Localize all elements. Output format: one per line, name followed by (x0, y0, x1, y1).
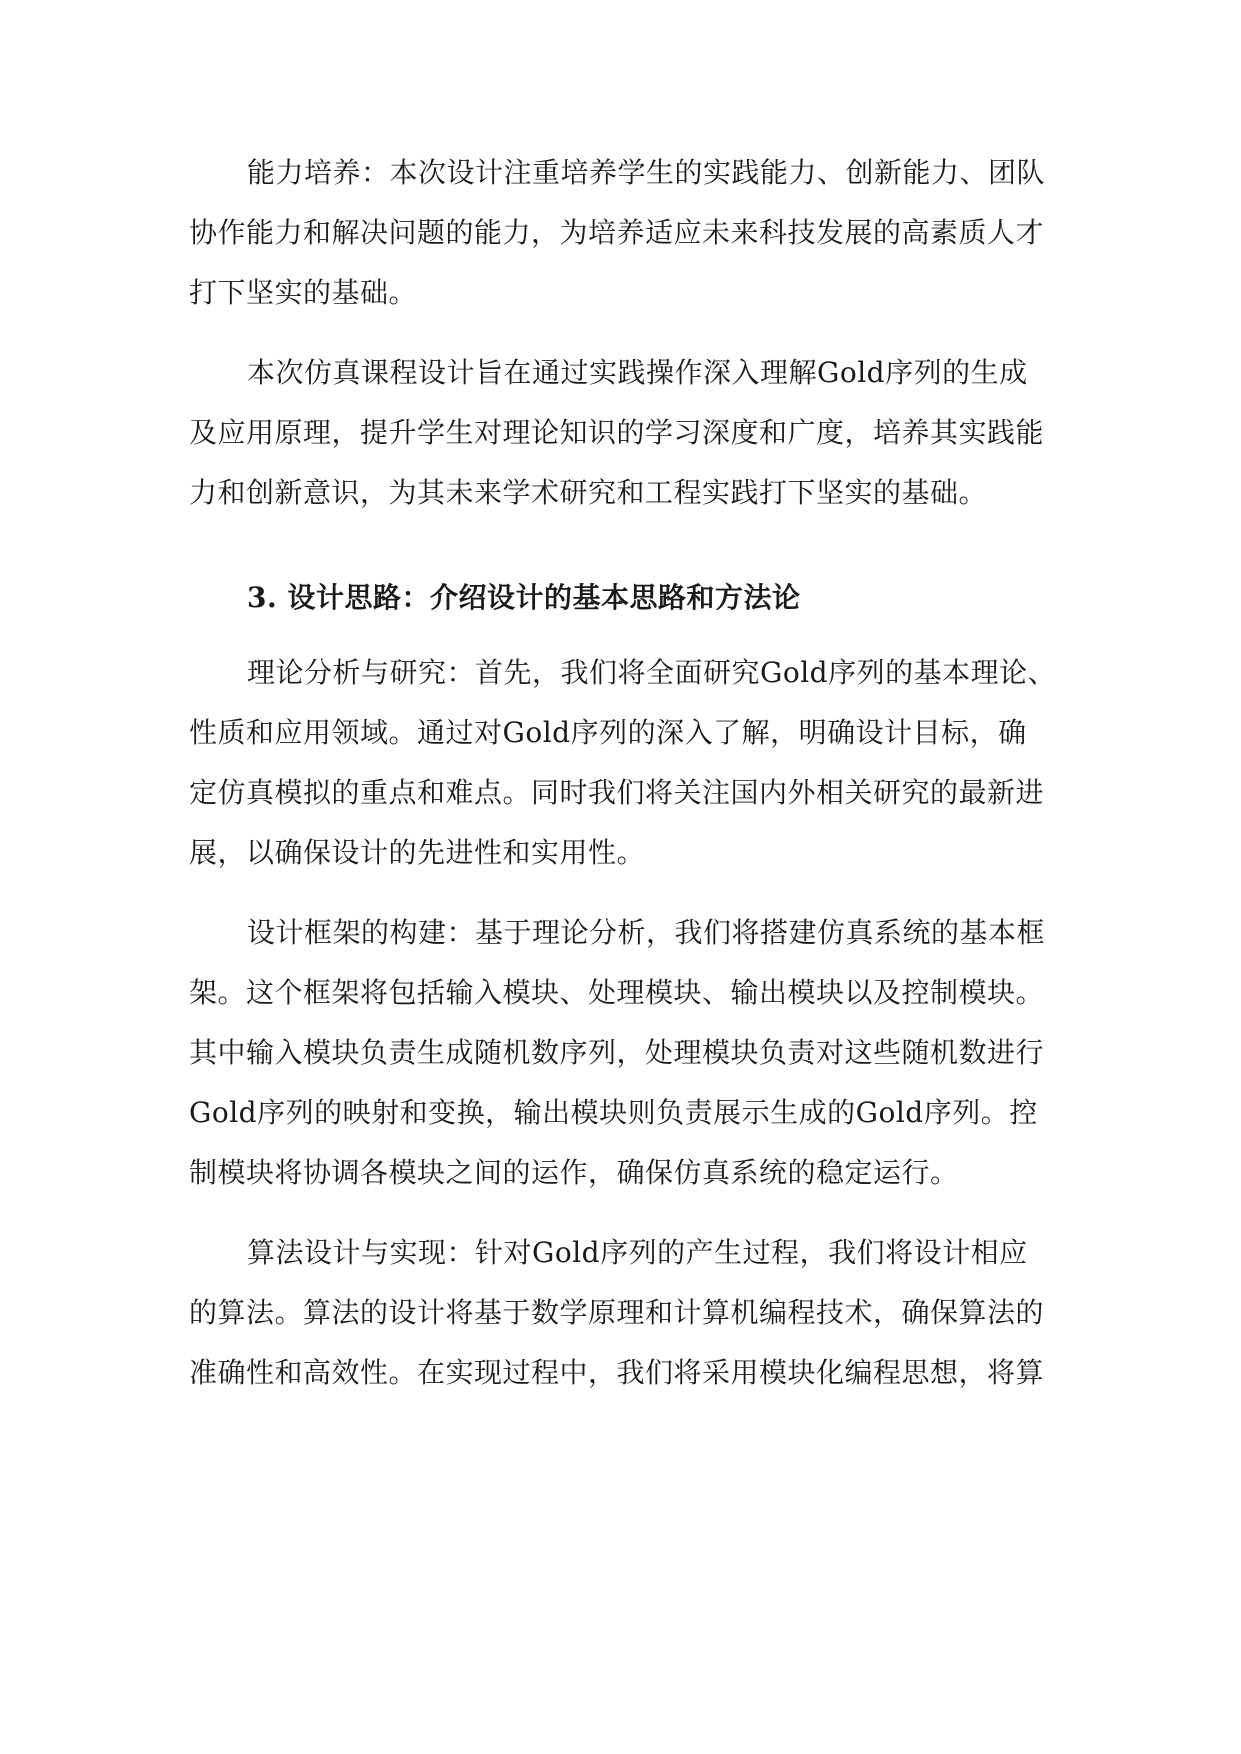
paragraph-line: 及应用原理，提升学生对理论知识的学习深度和广度，培养其实践能 (189, 416, 1045, 449)
paragraph-theory-analysis (189, 643, 1059, 883)
paragraph-gap (189, 628, 1059, 643)
paragraph-framework-construction (189, 903, 1059, 1203)
paragraph-gap (189, 1203, 1059, 1223)
paragraph-gap (189, 883, 1059, 903)
paragraph-line: 打下坚实的基础。 (189, 276, 418, 309)
paragraph-line: 定仿真模拟的重点和难点。同时我们将关注国内外相关研究的最新进 (189, 776, 1045, 809)
paragraph-line: 展，以确保设计的先进性和实用性。 (189, 836, 646, 869)
paragraph-line: 架。这个框架将包括输入模块、处理模块、输出模块以及控制模块。 (189, 976, 1045, 1009)
document-body (189, 143, 1059, 1403)
section-heading: 3. 设计思路：介绍设计的基本思路和方法论 (247, 581, 801, 614)
paragraph-ability-cultivation (189, 143, 1059, 323)
paragraph-line: 设计框架的构建：基于理论分析，我们将搭建仿真系统的基本框 (247, 916, 1046, 949)
paragraph-course-purpose (189, 343, 1059, 523)
paragraph-line: Gold序列的映射和变换，输出模块则负责展示生成的Gold序列。控 (189, 1096, 1038, 1129)
paragraph-line: 理论分析与研究：首先，我们将全面研究Gold序列的基本理论、 (247, 656, 1057, 689)
paragraph-line: 算法设计与实现：针对Gold序列的产生过程，我们将设计相应 (247, 1236, 1028, 1269)
paragraph-gap (189, 323, 1059, 343)
paragraph-line: 准确性和高效性。在实现过程中，我们将采用模块化编程思想，将算 (189, 1356, 1045, 1389)
paragraph-line: 本次仿真课程设计旨在通过实践操作深入理解Gold序列的生成 (247, 356, 1028, 389)
paragraph-line: 能力培养：本次设计注重培养学生的实践能力、创新能力、团队 (247, 156, 1046, 189)
paragraph-line: 性质和应用领域。通过对Gold序列的深入了解，明确设计目标，确 (189, 716, 1027, 749)
paragraph-line: 协作能力和解决问题的能力，为培养适应未来科技发展的高素质人才 (189, 216, 1045, 249)
paragraph-line: 的算法。算法的设计将基于数学原理和计算机编程技术，确保算法的 (189, 1296, 1045, 1329)
paragraph-line: 力和创新意识，为其未来学术研究和工程实践打下坚实的基础。 (189, 476, 988, 509)
paragraph-algorithm-design (189, 1223, 1059, 1403)
paragraph-line: 其中输入模块负责生成随机数序列，处理模块负责对这些随机数进行 (189, 1036, 1045, 1069)
paragraph-line: 制模块将协调各模块之间的运作，确保仿真系统的稳定运行。 (189, 1156, 959, 1189)
